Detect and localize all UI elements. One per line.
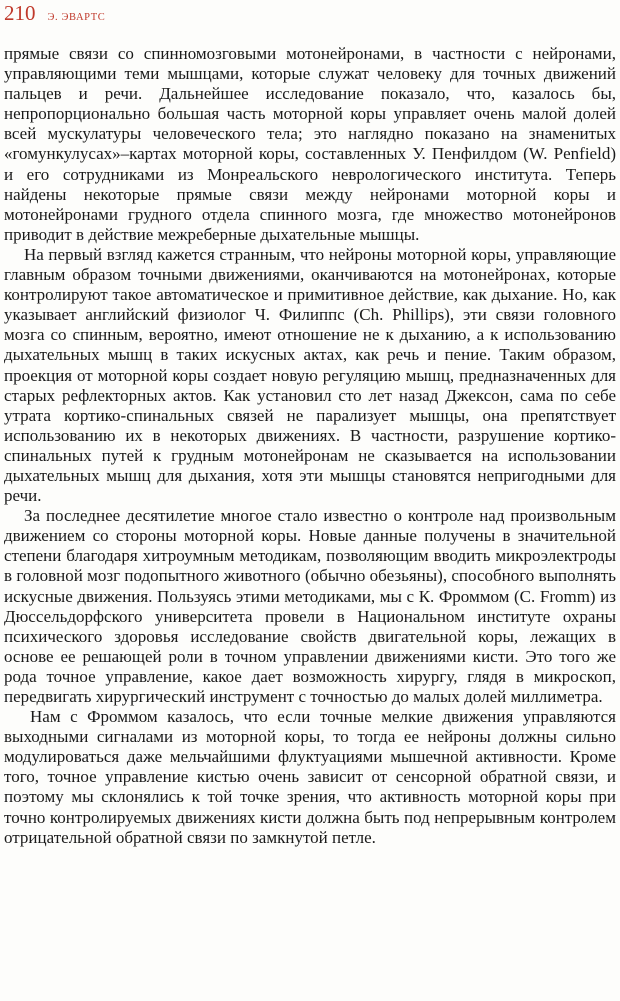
paragraph-1: прямые связи со спинномозговыми мотонейронами, в частности с нейронами, управляющими теми мышцами, которые служат человеку для точных движений пальцев и речи. Дальнейшее исследование показало, что, казалось бы, непропорционально большая часть моторной коры управляет очень малой долей всей мускулатуры человеческого тела; это наглядно показано на знаменитых «гомункулусах»–картах моторной коры, составленных У. Пенфилдом (W. Penfield) и его сотрудниками из Монреальского неврологического института. Теперь найдены некоторые прямые связи между нейронами моторной коры и мотонейронами грудного отдела спинного мозга, где множество мотонейронов приводит в действие межреберные дыхательные мышцы. bbox=[4, 44, 616, 244]
paragraph-3: За последнее десятилетие многое стало известно о контроле над произвольным движением со стороны моторной коры. Новые данные получены в значительной степени благодаря хитроумным методикам, позволяющим вводить микроэлектроды в головной мозг подопытного животного (обычно обезьяны), способного выполнять искусные движения. Пользуясь этими методиками, мы с К. Фроммом (C. Fromm) из Дюссельдорфского университета провели в Национальном институте охраны психического здоровья исследование свойств двигательной коры, лежащих в основе ее решающей роли в точном управлении движениями кисти. Это того же рода точное управление, какое дает возможность хирургу, глядя в микроскоп, передвигать хирургический инструмент с точностью до малых долей миллиметра. bbox=[4, 506, 616, 706]
body-text bbox=[4, 44, 616, 848]
page-number: 210 bbox=[4, 1, 36, 25]
paragraph-2: На первый взгляд кажется странным, что нейроны моторной коры, управляющие главным образом точными движениями, оканчиваются на мотонейронах, которые контролируют такое автоматическое и примитивное действие, как дыхание. Но, как указывает английский физиолог Ч. Филиппс (Ch. Phillips), эти связи головного мозга со спинным, вероятно, имеют отношение не к дыханию, а к использованию дыхательных мышц в таких искусных актах, как речь и пение. Таким образом, проекция от моторной коры создает новую регуляцию мышц, предназначенных для старых рефлекторных актов. Как установил сто лет назад Джексон, сама по себе утрата кортико-спинальных связей не парализует мышцы, она препятствует использованию их в некоторых движениях. В частности, разрушение кортико-спинальных путей к грудным мотонейронам не сказывается на использовании дыхательных мышц для дыхания, хотя эти мышцы становятся непригодными для речи. bbox=[4, 244, 616, 506]
running-head bbox=[4, 2, 105, 26]
paragraph-4: Нам с Фроммом казалось, что если точные мелкие движения управляются выходными сигналами из моторной коры, то тогда ее нейроны должны сильно модулироваться даже мельчайшими флуктуациями мышечной активности. Кроме того, точное управление кистью очень зависит от сенсорной обратной связи, и поэтому мы склонялись к той точке зрения, что активность моторной коры при точно контролируемых движениях кисти должна быть под непрерывным контролем отрицательной обратной связи по замкнутой петле. bbox=[4, 707, 616, 847]
running-title: Э. ЭВАРТС bbox=[47, 12, 106, 23]
